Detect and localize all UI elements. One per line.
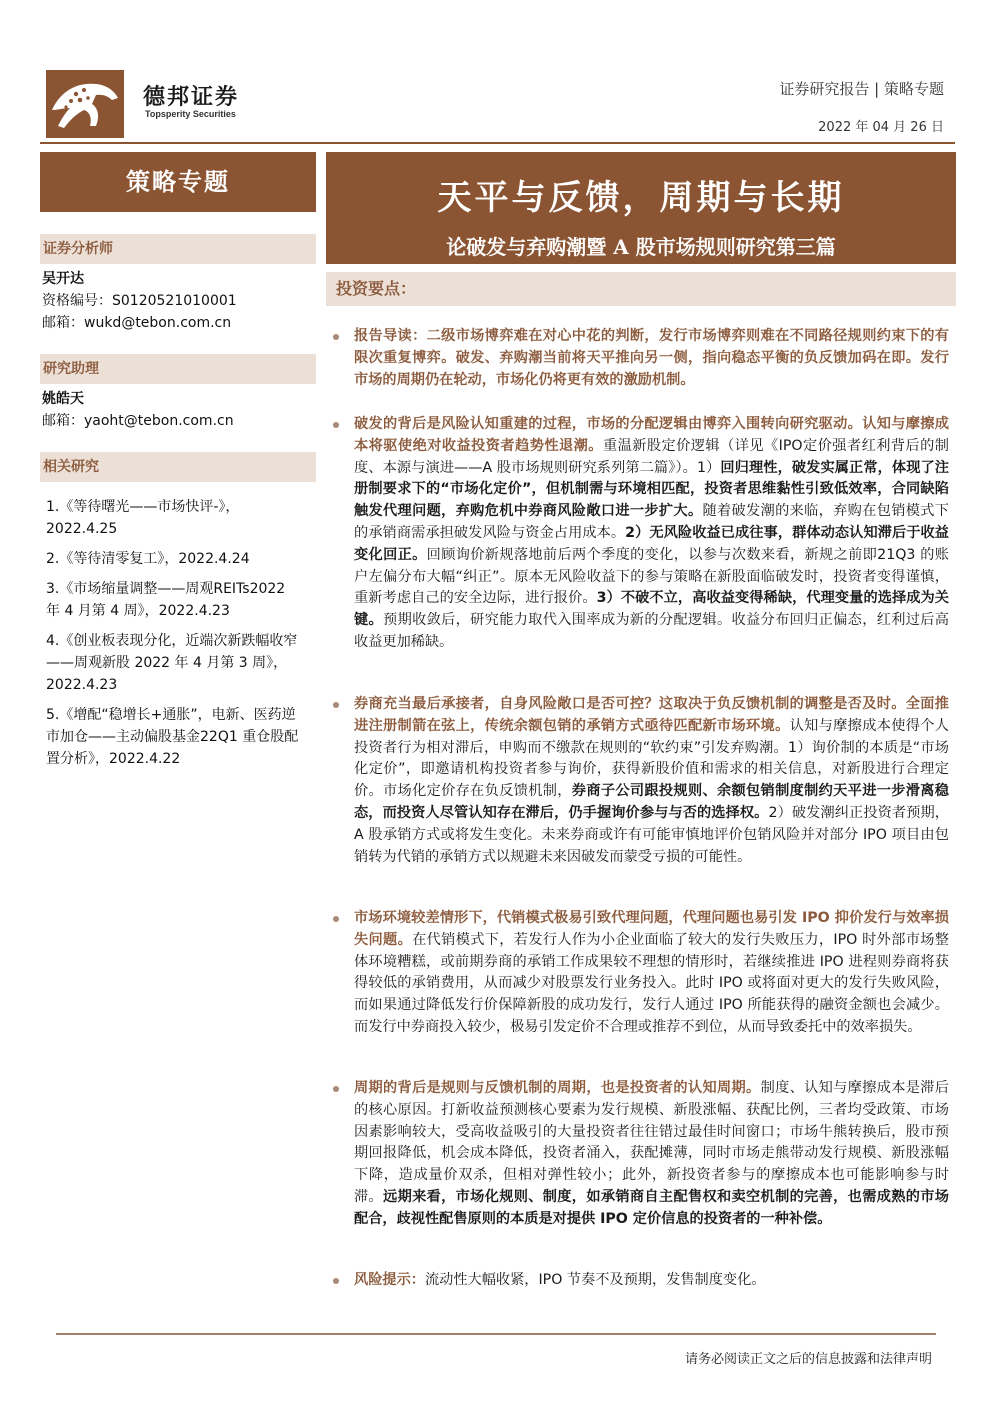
key-point-bold: 远期来看，市场化规则、制度，如承销商自主配售权和卖空机制的完善，也需成熟的市场配合，歧视性配售原则的本质是对提供 IPO 定价信息的投资者的一种补偿。 [354,1188,949,1227]
key-point-1 [333,326,949,391]
analyst-cert: 资格编号：S0120521010001 [42,293,237,309]
key-point-text: 预期收敛后，研究能力取代入围率成为新的分配逻辑。收益分布回归正偏态，红利过后高收益更加稀缺。 [354,612,949,650]
key-point-text: 制度、认知与摩擦成本是滞后的核心原因。打新收益预测核心要素为发行规模、新股涨幅、获配比例，三者均受政策、市场因素影响较大，受高收益吸引的大量投资者往往错过最佳时间窗口；市场牛熊转换后，股市预期回报降低，机会成本降低，投资者涌入，获配摊薄，同时市场走熊带动发行规模、新股涨幅下降，造成量价双杀，但相对弹性较小；此外，新投资者参与的摩擦成本也可能影响参与时滞。 [354,1080,949,1205]
bullet-dot-icon [333,702,339,708]
company-name-en: Topsperity Securities [145,109,236,119]
assistant-name: 姚皓天 [42,391,84,407]
report-title: 天平与反馈，周期与长期 [437,178,845,218]
key-point-bold: 3）不破不立，高收益变得稀缺，代理变量的选择成为关键。 [354,590,949,629]
key-point-5 [333,1078,949,1231]
bullet-dot-icon [333,916,339,922]
bullet-dot-icon [333,334,339,340]
key-point-text: 2）破发潮纠正投资者预期，A 股承销方式或将发生变化。未来券商或许有可能审慎地评价包销风险并对部分 IPO 项目由包销转为代销的承销方式以规避未来因破发而蒙受亏损的可能性。 [354,804,949,865]
key-point-highlight: 破发的背后是风险认知重建的过程，市场的分配逻辑由博弈入围转向研究驱动。认知与摩擦成本将驱使绝对收益投资者趋势性退潮。 [354,416,949,454]
key-point-4 [333,908,949,1039]
key-point-highlight: 风险提示： [354,1272,425,1288]
key-point-text: 重温新股定价逻辑（详见《IPO定价强者红利背后的制度、本源与演进——A 股市场规则研究系列第二篇》）。1） [354,437,949,476]
key-point-text: 流动性大幅收紧，IPO 节奏不及预期，发售制度变化。 [424,1272,766,1288]
key-point-text: 随着破发潮的来临，弃购在包销模式下的承销商需承担破发风险与资金占用成本。 [354,503,949,541]
related-research-heading: 相关研究 [40,452,316,482]
related-item[interactable]: 1.《等待曙光——市场快评-》，2022.4.25 [46,499,240,537]
analyst-name: 吴开达 [42,271,84,287]
bullet-dot-icon [333,422,339,428]
title-banner [326,152,956,264]
key-point-text: 认知与摩擦成本使得个人投资者行为相对滞后，申购而不缴款在规则的“软约束”引发弃购潮。1）询价制的本质是“市场化定价”，即邀请机构投资者参与询价，获得新股价值和需求的相关信息，对新股进行合理定价。市场化定价存在负反馈机制， [354,717,949,800]
analyst-section-heading: 证券分析师 [40,234,316,264]
key-point-highlight: 券商充当最后承接者，自身风险敞口是否可控？这取决于负反馈机制的调整是否及时。全面推进注册制箭在弦上，传统余额包销的承销方式亟待匹配新市场环境。 [354,696,949,734]
company-name-cn: 德邦证券 [143,85,240,110]
footer-divider [56,1333,936,1335]
disclaimer-notice[interactable]: 请务必阅读正文之后的信息披露和法律声明 [684,1352,932,1367]
key-point-bold: 2）无风险收益已成往事，群体动态认知滞后于收益变化回正。 [354,524,949,563]
key-point-highlight: 市场环境较差情形下，代销模式极易引致代理问题，代理问题也易引发 IPO 抑价发行与效率损失问题。 [354,910,949,948]
key-point-bold: 券商子公司跟投规则、余额包销制度制约天平进一步滑离稳态，而投资人尽管认知存在滞后，仍手握询价参与与否的选择权。 [354,783,949,821]
key-point-highlight: 报告导读：二级市场博弈难在对心中花的判断，发行市场博弈则难在不同路径规则约束下的有限次重复博弈。破发、弃购潮当前将天平推向另一侧，指向稳态平衡的负反馈加码在即。发行市场的周期仍在轮动，市场化仍将更有效的激励机制。 [354,328,949,388]
report-date: 2022 年 04 月 26 日 [818,120,944,135]
related-item[interactable]: 3.《市场缩量调整——周观REITs2022 年 4 月第 4 周》，2022.4.23 [46,581,286,619]
key-point-text: 回顾询价新规落地前后两个季度的变化，以参与次数来看，新规之前即21Q3 的账户左偏分布大幅“纠正”。原本无风险收益下的参与策略在新股面临破发时，投资者变得谨慎，重新考虑自己的安全边际，进行报价。 [354,546,949,607]
bullet-dot-icon [333,1086,339,1092]
key-point-3 [333,694,949,868]
company-logo [46,70,124,138]
key-point-2 [333,414,949,654]
header-divider [40,142,955,144]
related-item[interactable]: 2.《等待清零复工》，2022.4.24 [46,551,250,567]
report-type: 证券研究报告 | 策略专题 [779,80,944,98]
related-item[interactable]: 4.《创业板表现分化，近端次新跌幅收窄——周观新股 2022 年 4 月第 3 周》，2022.4.23 [46,633,298,693]
left-category-title: 策略专题 [40,152,316,212]
risk-warning [333,1270,949,1292]
bullet-dot-icon [333,1278,339,1284]
key-point-highlight: 周期的背后是规则与反馈机制的周期，也是投资者的认知周期。 [354,1080,761,1096]
related-item[interactable]: 5.《增配“稳增长+通胀”，电新、医药逆市加仓——主动偏股基金22Q1 重仓股配置分析》，2022.4.22 [46,707,299,767]
assistant-email[interactable]: 邮箱：yaoht@tebon.com.cn [42,413,234,429]
assistant-section-heading: 研究助理 [40,354,316,384]
related-research-list [46,496,302,778]
key-point-text: 在代销模式下，若发行人作为小企业面临了较大的发行失败压力，IPO 时外部市场整体环境糟糕，或前期券商的承销工作成果较不理想的情形时，若继续推进 IPO 进程则券商将获得较低的承销费用，从而减少对股票发行业务投入。此时 IPO 或将面对更大的发行失败风险，而如果通过降低发行价保障新股的成功发行，发行人通过 IPO 所能获得的融资金额也会减少。而发行中券商投入较少，极易引发定价不合理或推荐不到位，从而导致委托中的效率损失。 [354,931,949,1035]
analyst-email[interactable]: 邮箱：wukd@tebon.com.cn [42,315,232,331]
key-point-bold: 回归理性，破发实属正常，体现了注册制要求下的“市场化定价”，但机制需与环境相匹配，投资者思维黏性引致低效率，合同缺陷触发代理问题，弃购危机中券商风险敞口进一步扩大。 [354,459,949,520]
report-subtitle: 论破发与弃购潮暨 A 股市场规则研究第三篇 [446,235,836,259]
key-points-heading: 投资要点： [326,272,956,306]
